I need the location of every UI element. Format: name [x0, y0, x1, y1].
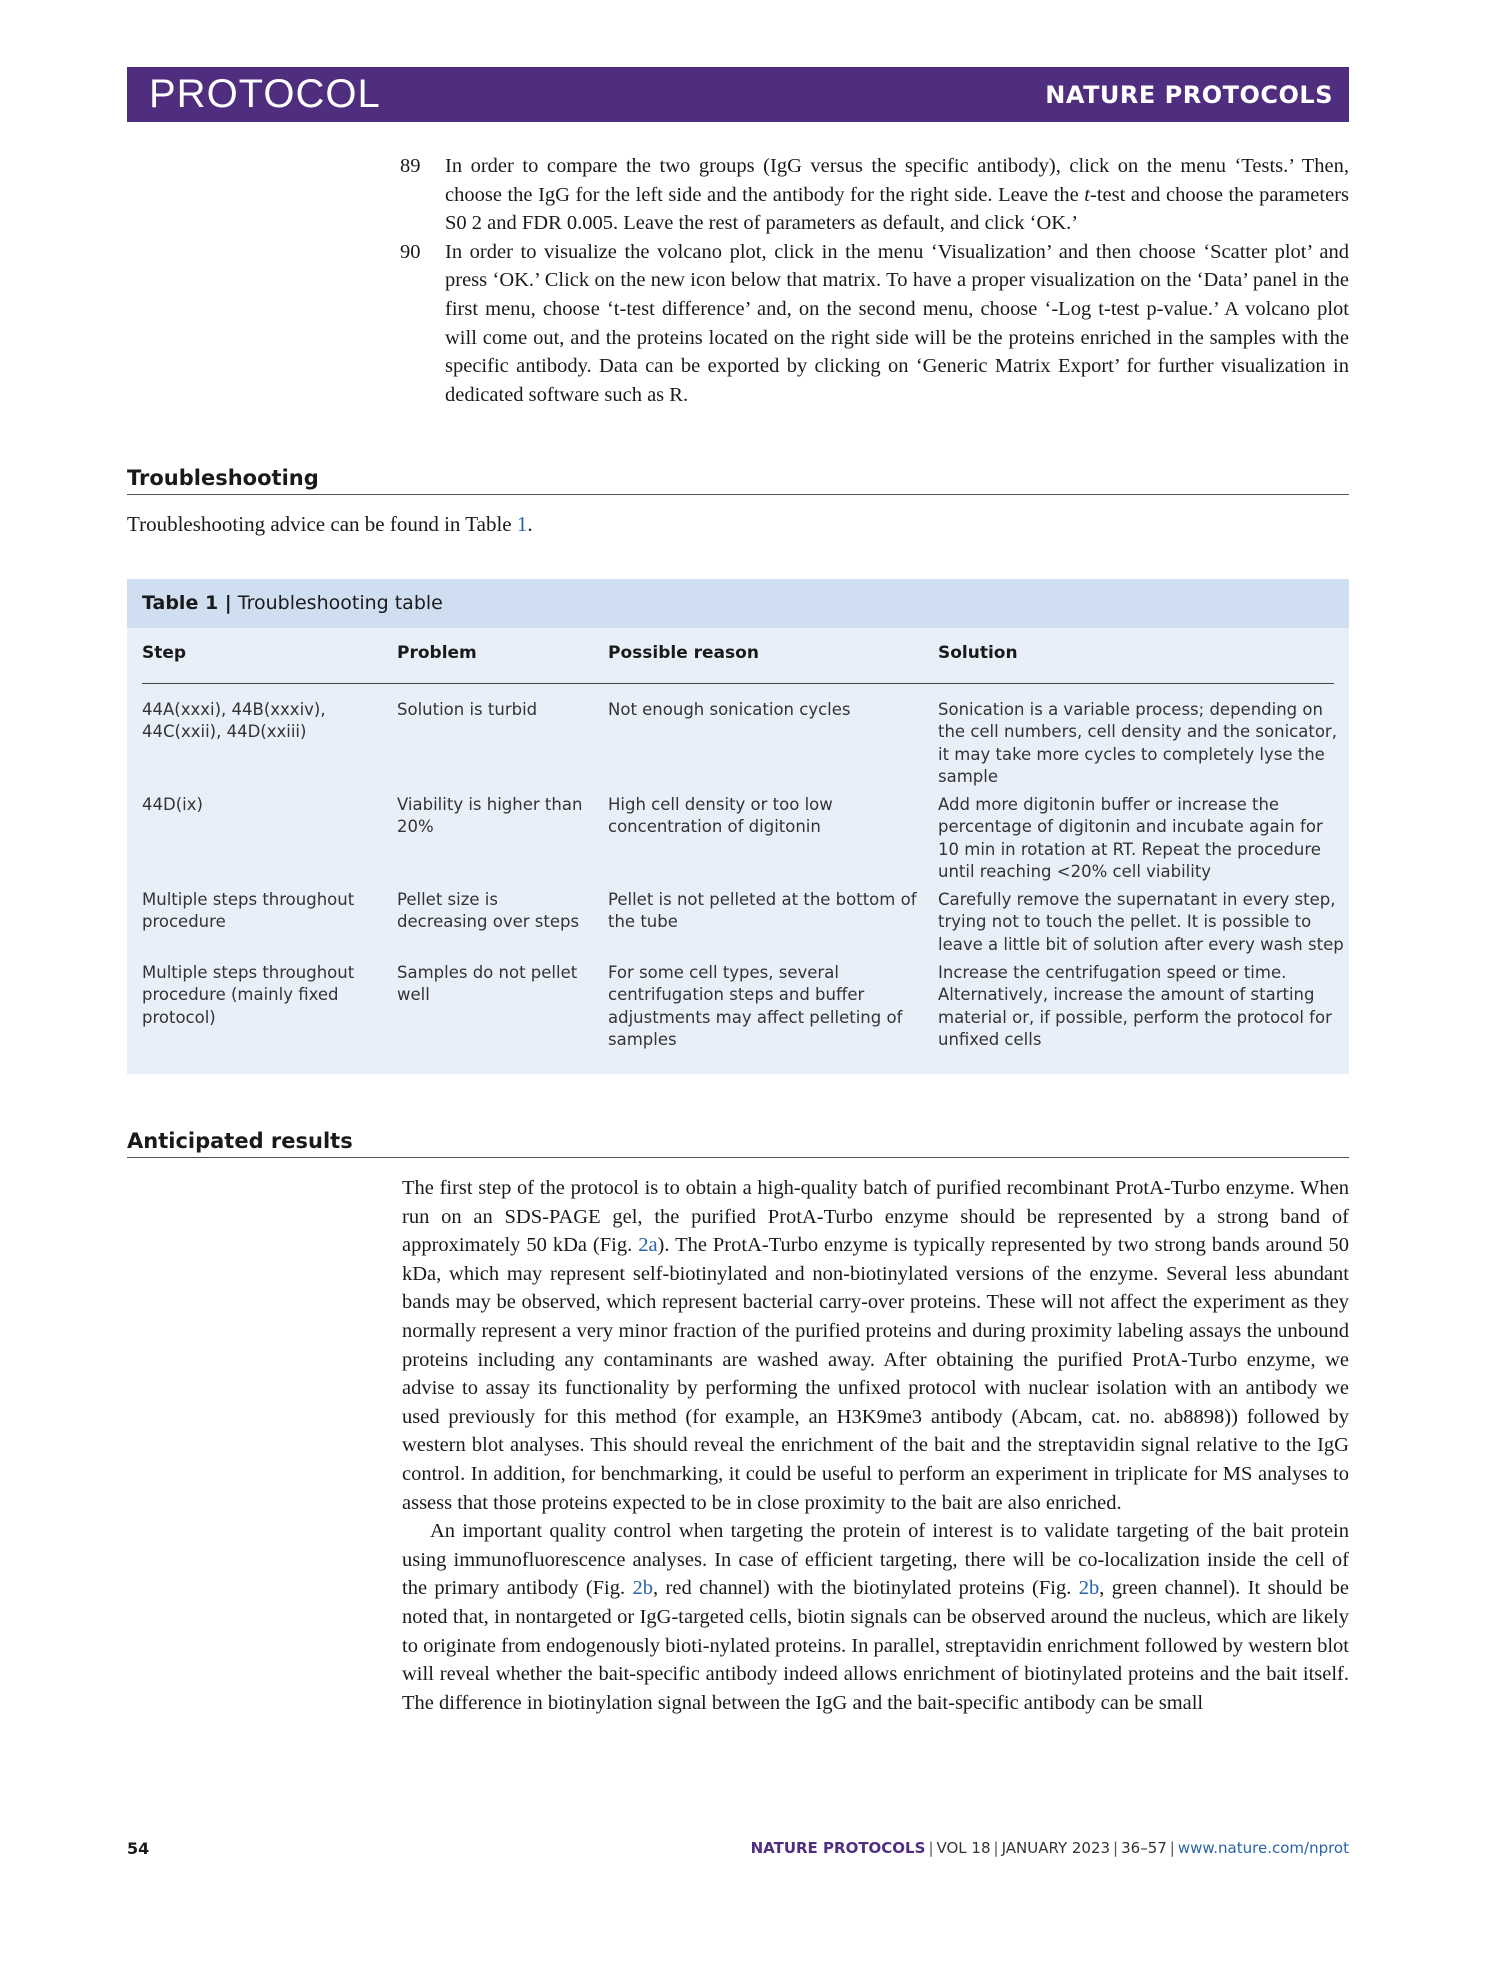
table-header-row [142, 643, 1334, 684]
step-text: In order to visualize the volcano plot, click in the menu ‘Visualization’ and then choose ‘Scatter plot’ and press ‘OK.’ Click on the new icon below that matrix. To have a proper visualization on the ‘Data’ panel in the first menu, choose ‘t-test difference’ and, on the second menu, choose ‘-Log t-test p-value.’ A volcano plot will come out, and the proteins located on the right side will be the proteins enriched in the samples with the specific antibody. Data can be exported by clicking on ‘Generic Matrix Export’ for further visualization in dedicated software such as R. [445, 240, 1349, 406]
table-caption: Table 1 | Troubleshooting table [127, 579, 1349, 628]
paragraph: An important quality control when targeting the protein of interest is to validate targeting of the bait protein using immunofluorescence analyses. In case of efficient targeting, there will be co-localization inside the cell of the primary antibody (Fig. 2b, red channel) with the biotinylated proteins (Fig. 2b, green channel). It should be noted that, in nontargeted or IgG-targeted cells, biotin signals can be observed around the nucleus, which are likely to originate from endogenously bioti-nylated proteins. In parallel, streptavidin enrichment followed by western blot will reveal whether the bait-specific antibody indeed allows enrichment of biotinylated proteins and the bait itself. The difference in biotinylation signal between the IgG and the bait-specific antibody can be small [402, 1520, 1349, 1714]
col-header-step: Step [142, 643, 187, 663]
header-bar [127, 67, 1349, 122]
step-text: In order to compare the two groups (IgG versus the specific antibody), click on the menu ‘Tests.’ Then, choose the IgG for the left side and the antibody for the right side. Leave the t-test and choose the parameters S0 2 and FDR 0.005. Leave the rest of parameters as default, and click ‘OK.’ [445, 155, 1349, 235]
cell-reason: Not enough sonication cycles [608, 700, 851, 719]
cell-problem: Pellet size is decreasing over steps [397, 890, 580, 932]
journal-url-link[interactable]: www.nature.com/nprot [1177, 1839, 1349, 1857]
cell-problem: Solution is turbid [397, 700, 538, 719]
col-header-problem: Problem [397, 643, 477, 663]
page-number: 54 [127, 1839, 150, 1858]
fig-2a-link[interactable]: 2a [638, 1234, 658, 1257]
cell-solution: Add more digitonin buffer or increase the percentage of digitonin and incubate again for 10 min in rotation at RT. Repeat the procedure until reaching <20% cell viability [938, 795, 1323, 882]
cell-reason: For some cell types, several centrifugation steps and buffer adjustments may affect pelleting of samples [608, 963, 903, 1050]
cell-solution: Carefully remove the supernatant in every step, trying not to touch the pellet. It is possible to leave a little bit of solution after every wash step [938, 890, 1344, 954]
step-number: 90 [400, 240, 421, 263]
cell-step: 44A(xxxi), 44B(xxxiv), 44C(xxii), 44D(xxiii) [142, 700, 326, 742]
step-number: 89 [400, 155, 421, 177]
table-1-link[interactable]: 1 [516, 512, 528, 536]
step-90 [400, 238, 1349, 410]
cell-solution: Increase the centrifugation speed or time. Alternatively, increase the amount of starting material or, if possible, perform the protocol for unfixed cells [938, 963, 1332, 1050]
anticipated-results-heading: Anticipated results [127, 1129, 1349, 1158]
cell-reason: Pellet is not pelleted at the bottom of the tube [608, 890, 917, 932]
cell-solution: Sonication is a variable process; depending on the cell numbers, cell density and the sonicator, it may take more cycles to completely lyse the sample [938, 700, 1337, 787]
cell-step: Multiple steps throughout procedure (mainly fixed protocol) [142, 963, 355, 1027]
troubleshooting-text: Troubleshooting advice can be found in Table 1. [127, 512, 533, 536]
cell-problem: Samples do not pellet well [397, 963, 578, 1005]
fig-2b-link[interactable]: 2b [632, 1577, 654, 1600]
cell-reason: High cell density or too low concentration of digitonin [608, 795, 833, 837]
cell-step: Multiple steps throughout procedure [142, 890, 355, 932]
step-89 [400, 152, 1349, 238]
paragraph: The first step of the protocol is to obtain a high-quality batch of purified recombinant ProtA-Turbo enzyme. When run on an SDS-PAGE gel, the purified ProtA-Turbo enzyme should be represented by a strong band of approximately 50 kDa (Fig. 2a). The ProtA-Turbo enzyme is typically represented by two strong bands around 50 kDa, which may represent self-biotinylated and non-biotinylated versions of the enzyme. Several less abundant bands may be observed, which represent bacterial carry-over proteins. These will not affect the experiment as they normally represent a very minor fraction of the purified proteins and during proximity labeling assays the unbound proteins including any contaminants are washed away. After obtaining the purified ProtA-Turbo enzyme, we advise to assay its functionality by performing the unfixed protocol with nuclear isolation with an antibody we used previously for this method (for example, an H3K9me3 antibody (Abcam, cat. no. ab8898)) followed by western blot analyses. This should reveal the enrichment of the bait and the streptavidin signal relative to the IgG control. In addition, for benchmarking, it could be useful to perform an experiment in triplicate for MS analyses to assess that those proteins expected to be in close proximity to the bait are also enriched. [402, 1177, 1350, 1514]
journal-name: NATURE PROTOCOLS [1045, 81, 1333, 109]
procedure-steps [400, 152, 1349, 409]
troubleshooting-heading: Troubleshooting [127, 466, 1349, 495]
fig-2b-link[interactable]: 2b [1078, 1577, 1100, 1600]
anticipated-results-body [402, 1174, 1349, 1717]
cell-step: 44D(ix) [142, 795, 203, 814]
footer-citation: NATURE PROTOCOLS | VOL 18 | JANUARY 2023 | 36–57 | www.nature.com/nprot [750, 1839, 1349, 1857]
col-header-reason: Possible reason [608, 643, 759, 663]
troubleshooting-table [127, 579, 1349, 1074]
cell-problem: Viability is higher than 20% [397, 795, 583, 837]
col-header-solution: Solution [938, 643, 1018, 663]
section-label: PROTOCOL [149, 72, 381, 116]
